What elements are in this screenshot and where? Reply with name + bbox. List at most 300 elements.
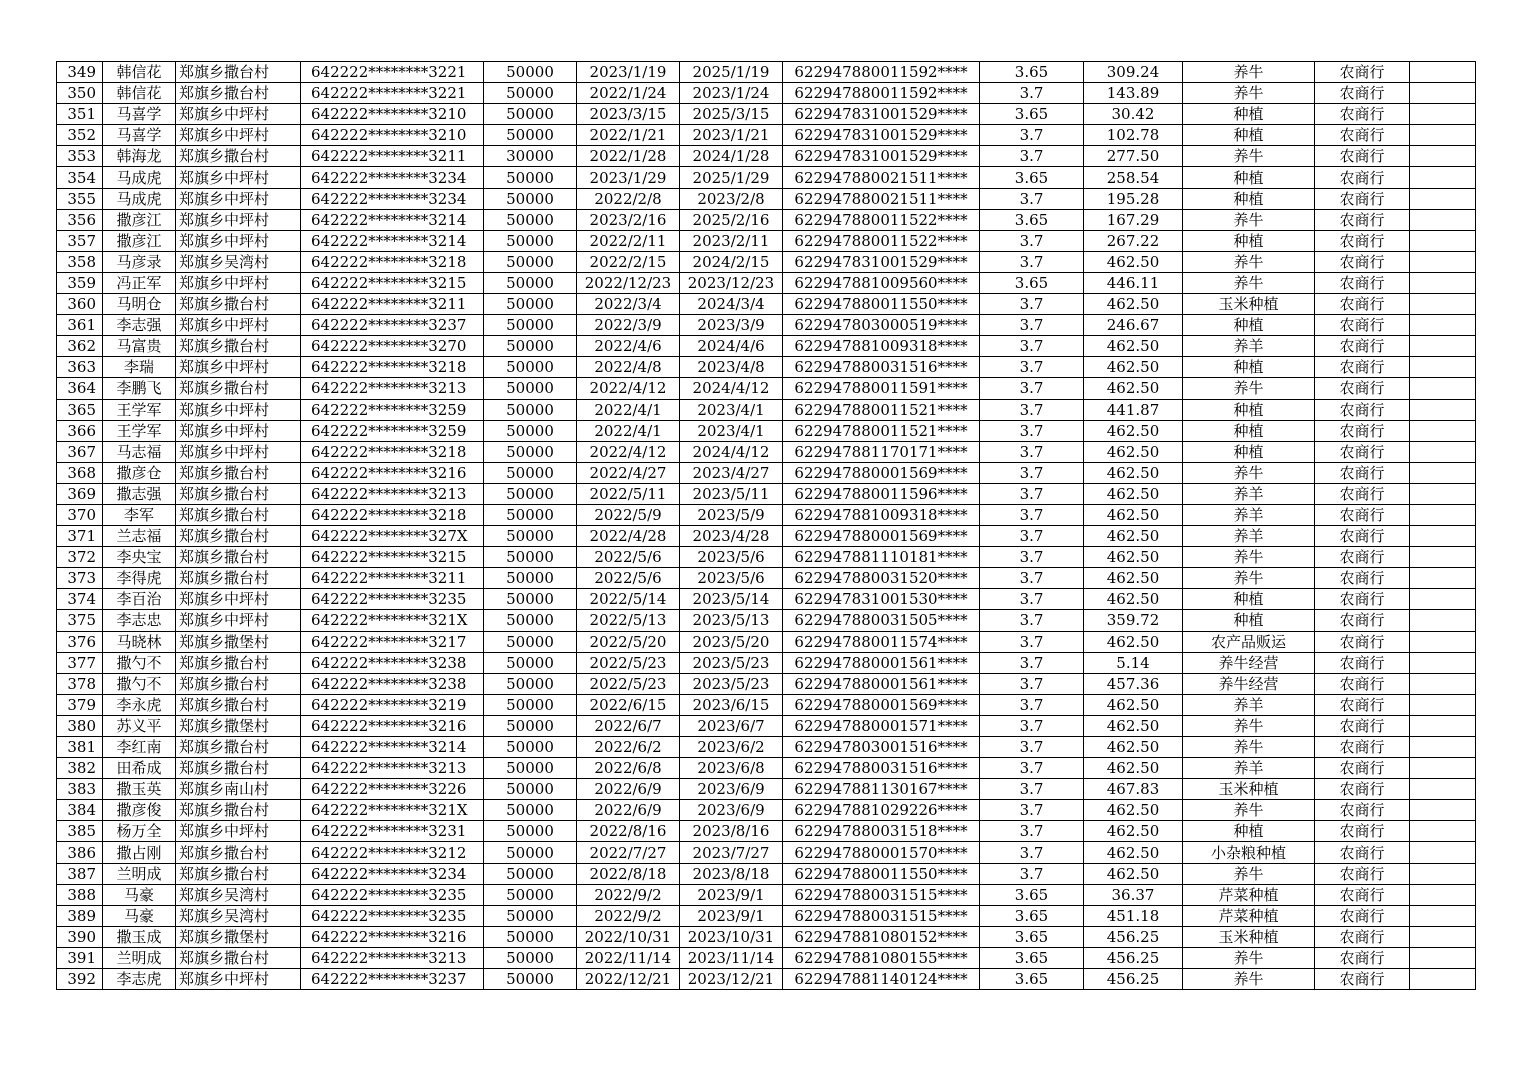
- table-row: [57, 336, 1476, 357]
- cell-loan-amount: 50000: [484, 758, 577, 779]
- cell-bank: 农商行: [1315, 251, 1410, 272]
- cell-bank: 农商行: [1315, 863, 1410, 884]
- cell-start-date: 2022/5/20: [577, 631, 680, 652]
- cell-village: 郑旗乡中坪村: [176, 821, 301, 842]
- cell-row-number: 361: [57, 315, 103, 336]
- cell-interest-amount: 462.50: [1084, 441, 1183, 462]
- cell-interest-rate: 3.7: [980, 568, 1084, 589]
- cell-end-date: 2024/4/6: [680, 336, 783, 357]
- cell-interest-amount: 456.25: [1084, 926, 1183, 947]
- cell-bank: 农商行: [1315, 83, 1410, 104]
- cell-interest-rate: 3.7: [980, 715, 1084, 736]
- cell-interest-amount: 462.50: [1084, 631, 1183, 652]
- cell-end-date: 2023/6/2: [680, 737, 783, 758]
- table-row: [57, 884, 1476, 905]
- cell-village: 郑旗乡中坪村: [176, 589, 301, 610]
- cell-interest-amount: 462.50: [1084, 357, 1183, 378]
- cell-account-number: 622947881110181****: [783, 547, 980, 568]
- cell-blank: [1410, 779, 1476, 800]
- cell-interest-amount: 462.50: [1084, 251, 1183, 272]
- cell-row-number: 356: [57, 209, 103, 230]
- cell-row-number: 349: [57, 62, 103, 83]
- cell-start-date: 2022/5/13: [577, 610, 680, 631]
- table-row: [57, 483, 1476, 504]
- cell-end-date: 2023/8/16: [680, 821, 783, 842]
- cell-end-date: 2023/5/6: [680, 547, 783, 568]
- cell-name: 马彦录: [103, 251, 176, 272]
- cell-purpose: 养牛: [1183, 83, 1315, 104]
- cell-purpose: 养牛: [1183, 251, 1315, 272]
- cell-account-number: 622947880011521****: [783, 399, 980, 420]
- cell-loan-amount: 50000: [484, 842, 577, 863]
- cell-row-number: 359: [57, 272, 103, 293]
- cell-account-number: 622947880011592****: [783, 62, 980, 83]
- cell-start-date: 2022/2/15: [577, 251, 680, 272]
- cell-bank: 农商行: [1315, 315, 1410, 336]
- cell-end-date: 2024/4/12: [680, 441, 783, 462]
- cell-account-number: 622947881009318****: [783, 336, 980, 357]
- cell-account-number: 622947880001570****: [783, 842, 980, 863]
- cell-row-number: 378: [57, 673, 103, 694]
- cell-interest-rate: 3.7: [980, 694, 1084, 715]
- cell-blank: [1410, 62, 1476, 83]
- table-row: [57, 125, 1476, 146]
- cell-purpose: 养牛经营: [1183, 652, 1315, 673]
- cell-blank: [1410, 504, 1476, 525]
- cell-account-number: 622947880011596****: [783, 483, 980, 504]
- cell-bank: 农商行: [1315, 926, 1410, 947]
- cell-end-date: 2023/5/13: [680, 610, 783, 631]
- cell-interest-amount: 195.28: [1084, 188, 1183, 209]
- cell-account-number: 622947831001530****: [783, 589, 980, 610]
- cell-name: 撒勺不: [103, 652, 176, 673]
- cell-account-number: 622947880001569****: [783, 462, 980, 483]
- cell-village: 郑旗乡中坪村: [176, 230, 301, 251]
- cell-blank: [1410, 167, 1476, 188]
- cell-purpose: 养牛: [1183, 568, 1315, 589]
- cell-bank: 农商行: [1315, 209, 1410, 230]
- cell-end-date: 2023/12/21: [680, 969, 783, 990]
- cell-account-number: 622947881009560****: [783, 272, 980, 293]
- cell-account-number: 622947831001529****: [783, 125, 980, 146]
- cell-row-number: 389: [57, 905, 103, 926]
- cell-loan-amount: 50000: [484, 652, 577, 673]
- cell-blank: [1410, 610, 1476, 631]
- cell-account-number: 622947880031518****: [783, 821, 980, 842]
- cell-start-date: 2022/4/12: [577, 441, 680, 462]
- cell-blank: [1410, 884, 1476, 905]
- cell-id-number: 642222********3213: [301, 758, 484, 779]
- cell-interest-amount: 456.25: [1084, 969, 1183, 990]
- cell-start-date: 2023/1/29: [577, 167, 680, 188]
- cell-row-number: 382: [57, 758, 103, 779]
- cell-purpose: 农产品贩运: [1183, 631, 1315, 652]
- table-row: [57, 842, 1476, 863]
- cell-bank: 农商行: [1315, 104, 1410, 125]
- cell-row-number: 380: [57, 715, 103, 736]
- cell-end-date: 2023/5/6: [680, 568, 783, 589]
- cell-interest-amount: 462.50: [1084, 589, 1183, 610]
- cell-purpose: 养牛: [1183, 62, 1315, 83]
- cell-id-number: 642222********3211: [301, 294, 484, 315]
- cell-purpose: 种植: [1183, 399, 1315, 420]
- cell-village: 郑旗乡撒台村: [176, 62, 301, 83]
- cell-purpose: 养牛: [1183, 462, 1315, 483]
- cell-interest-amount: 462.50: [1084, 504, 1183, 525]
- cell-blank: [1410, 272, 1476, 293]
- cell-account-number: 622947881009318****: [783, 504, 980, 525]
- cell-village: 郑旗乡中坪村: [176, 125, 301, 146]
- cell-loan-amount: 50000: [484, 947, 577, 968]
- cell-row-number: 367: [57, 441, 103, 462]
- cell-loan-amount: 50000: [484, 610, 577, 631]
- cell-account-number: 622947880011522****: [783, 209, 980, 230]
- cell-purpose: 养牛: [1183, 947, 1315, 968]
- cell-interest-rate: 3.65: [980, 104, 1084, 125]
- cell-purpose: 养牛: [1183, 863, 1315, 884]
- cell-interest-rate: 3.7: [980, 336, 1084, 357]
- cell-blank: [1410, 758, 1476, 779]
- cell-id-number: 642222********3234: [301, 863, 484, 884]
- cell-purpose: 养牛: [1183, 209, 1315, 230]
- cell-blank: [1410, 926, 1476, 947]
- cell-end-date: 2024/2/15: [680, 251, 783, 272]
- table-row: [57, 441, 1476, 462]
- cell-interest-amount: 277.50: [1084, 146, 1183, 167]
- cell-bank: 农商行: [1315, 652, 1410, 673]
- cell-interest-rate: 3.7: [980, 294, 1084, 315]
- cell-interest-amount: 462.50: [1084, 821, 1183, 842]
- cell-account-number: 622947880031515****: [783, 905, 980, 926]
- cell-account-number: 622947803000519****: [783, 315, 980, 336]
- cell-bank: 农商行: [1315, 483, 1410, 504]
- cell-end-date: 2023/7/27: [680, 842, 783, 863]
- cell-interest-amount: 462.50: [1084, 715, 1183, 736]
- cell-village: 郑旗乡中坪村: [176, 188, 301, 209]
- cell-start-date: 2022/5/6: [577, 568, 680, 589]
- cell-village: 郑旗乡撒台村: [176, 737, 301, 758]
- cell-loan-amount: 50000: [484, 62, 577, 83]
- cell-interest-rate: 3.7: [980, 589, 1084, 610]
- cell-end-date: 2023/5/20: [680, 631, 783, 652]
- cell-id-number: 642222********321X: [301, 800, 484, 821]
- cell-purpose: 种植: [1183, 441, 1315, 462]
- cell-id-number: 642222********3226: [301, 779, 484, 800]
- cell-start-date: 2022/8/16: [577, 821, 680, 842]
- cell-account-number: 622947831001529****: [783, 146, 980, 167]
- cell-interest-amount: 462.50: [1084, 294, 1183, 315]
- cell-bank: 农商行: [1315, 800, 1410, 821]
- cell-village: 郑旗乡撒台村: [176, 673, 301, 694]
- cell-bank: 农商行: [1315, 715, 1410, 736]
- cell-village: 郑旗乡撒台村: [176, 483, 301, 504]
- cell-row-number: 374: [57, 589, 103, 610]
- cell-loan-amount: 50000: [484, 926, 577, 947]
- cell-name: 李百治: [103, 589, 176, 610]
- cell-interest-rate: 3.7: [980, 779, 1084, 800]
- cell-purpose: 养牛: [1183, 378, 1315, 399]
- cell-interest-amount: 462.50: [1084, 800, 1183, 821]
- cell-village: 郑旗乡撒堡村: [176, 926, 301, 947]
- cell-id-number: 642222********3213: [301, 947, 484, 968]
- cell-account-number: 622947880011592****: [783, 83, 980, 104]
- cell-account-number: 622947880011574****: [783, 631, 980, 652]
- cell-start-date: 2022/11/14: [577, 947, 680, 968]
- cell-village: 郑旗乡撒台村: [176, 568, 301, 589]
- cell-row-number: 383: [57, 779, 103, 800]
- cell-account-number: 622947881170171****: [783, 441, 980, 462]
- cell-start-date: 2022/4/1: [577, 420, 680, 441]
- cell-row-number: 369: [57, 483, 103, 504]
- cell-purpose: 种植: [1183, 315, 1315, 336]
- cell-id-number: 642222********3216: [301, 715, 484, 736]
- cell-row-number: 354: [57, 167, 103, 188]
- cell-end-date: 2024/3/4: [680, 294, 783, 315]
- cell-loan-amount: 50000: [484, 884, 577, 905]
- cell-interest-rate: 3.7: [980, 315, 1084, 336]
- cell-blank: [1410, 821, 1476, 842]
- cell-village: 郑旗乡中坪村: [176, 399, 301, 420]
- cell-loan-amount: 50000: [484, 420, 577, 441]
- cell-row-number: 386: [57, 842, 103, 863]
- cell-row-number: 362: [57, 336, 103, 357]
- cell-row-number: 372: [57, 547, 103, 568]
- cell-interest-rate: 3.7: [980, 737, 1084, 758]
- cell-bank: 农商行: [1315, 610, 1410, 631]
- cell-bank: 农商行: [1315, 188, 1410, 209]
- cell-blank: [1410, 146, 1476, 167]
- cell-id-number: 642222********3237: [301, 969, 484, 990]
- cell-bank: 农商行: [1315, 842, 1410, 863]
- cell-account-number: 622947880001561****: [783, 652, 980, 673]
- cell-id-number: 642222********3217: [301, 631, 484, 652]
- cell-name: 李瑞: [103, 357, 176, 378]
- cell-interest-amount: 30.42: [1084, 104, 1183, 125]
- cell-village: 郑旗乡中坪村: [176, 357, 301, 378]
- cell-loan-amount: 50000: [484, 272, 577, 293]
- cell-end-date: 2023/2/11: [680, 230, 783, 251]
- cell-start-date: 2022/7/27: [577, 842, 680, 863]
- cell-account-number: 622947880011550****: [783, 294, 980, 315]
- cell-bank: 农商行: [1315, 589, 1410, 610]
- cell-end-date: 2023/5/11: [680, 483, 783, 504]
- cell-name: 马喜学: [103, 104, 176, 125]
- table-row: [57, 230, 1476, 251]
- cell-blank: [1410, 336, 1476, 357]
- cell-village: 郑旗乡撒台村: [176, 800, 301, 821]
- cell-row-number: 390: [57, 926, 103, 947]
- cell-account-number: 622947880001569****: [783, 694, 980, 715]
- cell-end-date: 2024/1/28: [680, 146, 783, 167]
- cell-interest-amount: 462.50: [1084, 336, 1183, 357]
- cell-village: 郑旗乡撒台村: [176, 842, 301, 863]
- cell-start-date: 2022/4/6: [577, 336, 680, 357]
- cell-village: 郑旗乡中坪村: [176, 969, 301, 990]
- cell-start-date: 2022/9/2: [577, 884, 680, 905]
- cell-blank: [1410, 188, 1476, 209]
- table-row: [57, 272, 1476, 293]
- cell-bank: 农商行: [1315, 504, 1410, 525]
- cell-row-number: 370: [57, 504, 103, 525]
- cell-purpose: 种植: [1183, 104, 1315, 125]
- table-row: [57, 652, 1476, 673]
- cell-id-number: 642222********3238: [301, 673, 484, 694]
- cell-interest-amount: 246.67: [1084, 315, 1183, 336]
- cell-row-number: 360: [57, 294, 103, 315]
- cell-row-number: 376: [57, 631, 103, 652]
- cell-start-date: 2022/4/27: [577, 462, 680, 483]
- cell-row-number: 357: [57, 230, 103, 251]
- cell-interest-rate: 3.7: [980, 758, 1084, 779]
- cell-name: 李鹏飞: [103, 378, 176, 399]
- cell-interest-rate: 3.65: [980, 884, 1084, 905]
- cell-purpose: 养牛: [1183, 715, 1315, 736]
- cell-loan-amount: 50000: [484, 167, 577, 188]
- cell-end-date: 2023/6/9: [680, 779, 783, 800]
- cell-id-number: 642222********3234: [301, 167, 484, 188]
- cell-interest-rate: 3.7: [980, 800, 1084, 821]
- cell-purpose: 养羊: [1183, 758, 1315, 779]
- cell-bank: 农商行: [1315, 125, 1410, 146]
- cell-purpose: 养羊: [1183, 336, 1315, 357]
- cell-id-number: 642222********3259: [301, 420, 484, 441]
- cell-account-number: 622947880031505****: [783, 610, 980, 631]
- cell-end-date: 2023/6/9: [680, 800, 783, 821]
- cell-name: 撒彦仓: [103, 462, 176, 483]
- cell-interest-rate: 3.65: [980, 969, 1084, 990]
- cell-id-number: 642222********3216: [301, 462, 484, 483]
- cell-id-number: 642222********3231: [301, 821, 484, 842]
- cell-end-date: 2025/1/19: [680, 62, 783, 83]
- table-row: [57, 378, 1476, 399]
- cell-id-number: 642222********327X: [301, 526, 484, 547]
- cell-name: 冯正军: [103, 272, 176, 293]
- cell-row-number: 388: [57, 884, 103, 905]
- cell-start-date: 2022/5/23: [577, 673, 680, 694]
- cell-interest-rate: 3.7: [980, 863, 1084, 884]
- cell-row-number: 391: [57, 947, 103, 968]
- cell-account-number: 622947881130167****: [783, 779, 980, 800]
- cell-id-number: 642222********3216: [301, 926, 484, 947]
- cell-row-number: 363: [57, 357, 103, 378]
- cell-blank: [1410, 652, 1476, 673]
- cell-blank: [1410, 547, 1476, 568]
- table-row: [57, 737, 1476, 758]
- cell-account-number: 622947880031516****: [783, 357, 980, 378]
- cell-name: 马志福: [103, 441, 176, 462]
- cell-bank: 农商行: [1315, 399, 1410, 420]
- cell-bank: 农商行: [1315, 230, 1410, 251]
- cell-village: 郑旗乡南山村: [176, 779, 301, 800]
- cell-purpose: 养牛: [1183, 969, 1315, 990]
- cell-bank: 农商行: [1315, 62, 1410, 83]
- cell-village: 郑旗乡撒台村: [176, 758, 301, 779]
- cell-blank: [1410, 399, 1476, 420]
- cell-name: 马豪: [103, 905, 176, 926]
- table-row: [57, 209, 1476, 230]
- cell-blank: [1410, 905, 1476, 926]
- cell-account-number: 622947880001571****: [783, 715, 980, 736]
- cell-blank: [1410, 863, 1476, 884]
- cell-interest-amount: 102.78: [1084, 125, 1183, 146]
- cell-blank: [1410, 526, 1476, 547]
- table-row: [57, 83, 1476, 104]
- cell-village: 郑旗乡撒台村: [176, 378, 301, 399]
- cell-account-number: 622947880011550****: [783, 863, 980, 884]
- cell-end-date: 2023/12/23: [680, 272, 783, 293]
- cell-interest-rate: 3.65: [980, 209, 1084, 230]
- cell-loan-amount: 50000: [484, 589, 577, 610]
- table-row: [57, 357, 1476, 378]
- cell-row-number: 365: [57, 399, 103, 420]
- cell-loan-amount: 50000: [484, 800, 577, 821]
- cell-name: 兰明成: [103, 863, 176, 884]
- cell-bank: 农商行: [1315, 568, 1410, 589]
- cell-purpose: 养牛: [1183, 146, 1315, 167]
- table-row: [57, 821, 1476, 842]
- table-row: [57, 610, 1476, 631]
- cell-account-number: 622947880021511****: [783, 167, 980, 188]
- cell-name: 李永虎: [103, 694, 176, 715]
- cell-start-date: 2022/2/11: [577, 230, 680, 251]
- cell-village: 郑旗乡中坪村: [176, 420, 301, 441]
- cell-row-number: 387: [57, 863, 103, 884]
- cell-end-date: 2023/6/8: [680, 758, 783, 779]
- cell-start-date: 2022/2/8: [577, 188, 680, 209]
- table-row: [57, 188, 1476, 209]
- cell-name: 王学军: [103, 399, 176, 420]
- cell-bank: 农商行: [1315, 737, 1410, 758]
- cell-id-number: 642222********3218: [301, 251, 484, 272]
- cell-purpose: 种植: [1183, 230, 1315, 251]
- cell-purpose: 养羊: [1183, 526, 1315, 547]
- cell-start-date: 2022/5/6: [577, 547, 680, 568]
- table-row: [57, 905, 1476, 926]
- cell-account-number: 622947880001569****: [783, 526, 980, 547]
- cell-blank: [1410, 441, 1476, 462]
- cell-name: 撒彦俊: [103, 800, 176, 821]
- cell-start-date: 2022/4/8: [577, 357, 680, 378]
- cell-purpose: 养羊: [1183, 694, 1315, 715]
- cell-interest-amount: 462.50: [1084, 483, 1183, 504]
- cell-start-date: 2022/4/12: [577, 378, 680, 399]
- cell-start-date: 2022/5/9: [577, 504, 680, 525]
- cell-end-date: 2023/6/7: [680, 715, 783, 736]
- cell-purpose: 种植: [1183, 589, 1315, 610]
- cell-bank: 农商行: [1315, 272, 1410, 293]
- cell-interest-amount: 462.50: [1084, 842, 1183, 863]
- cell-id-number: 642222********3211: [301, 568, 484, 589]
- cell-start-date: 2022/12/23: [577, 272, 680, 293]
- cell-bank: 农商行: [1315, 462, 1410, 483]
- table-row: [57, 294, 1476, 315]
- cell-interest-amount: 467.83: [1084, 779, 1183, 800]
- cell-interest-rate: 3.7: [980, 504, 1084, 525]
- cell-end-date: 2025/1/29: [680, 167, 783, 188]
- cell-loan-amount: 50000: [484, 694, 577, 715]
- cell-purpose: 小杂粮种植: [1183, 842, 1315, 863]
- table-row: [57, 462, 1476, 483]
- cell-village: 郑旗乡中坪村: [176, 167, 301, 188]
- cell-blank: [1410, 800, 1476, 821]
- cell-end-date: 2023/5/9: [680, 504, 783, 525]
- cell-end-date: 2023/11/14: [680, 947, 783, 968]
- cell-blank: [1410, 737, 1476, 758]
- cell-end-date: 2023/5/23: [680, 673, 783, 694]
- cell-interest-rate: 3.65: [980, 926, 1084, 947]
- cell-interest-rate: 3.7: [980, 526, 1084, 547]
- table-row: [57, 673, 1476, 694]
